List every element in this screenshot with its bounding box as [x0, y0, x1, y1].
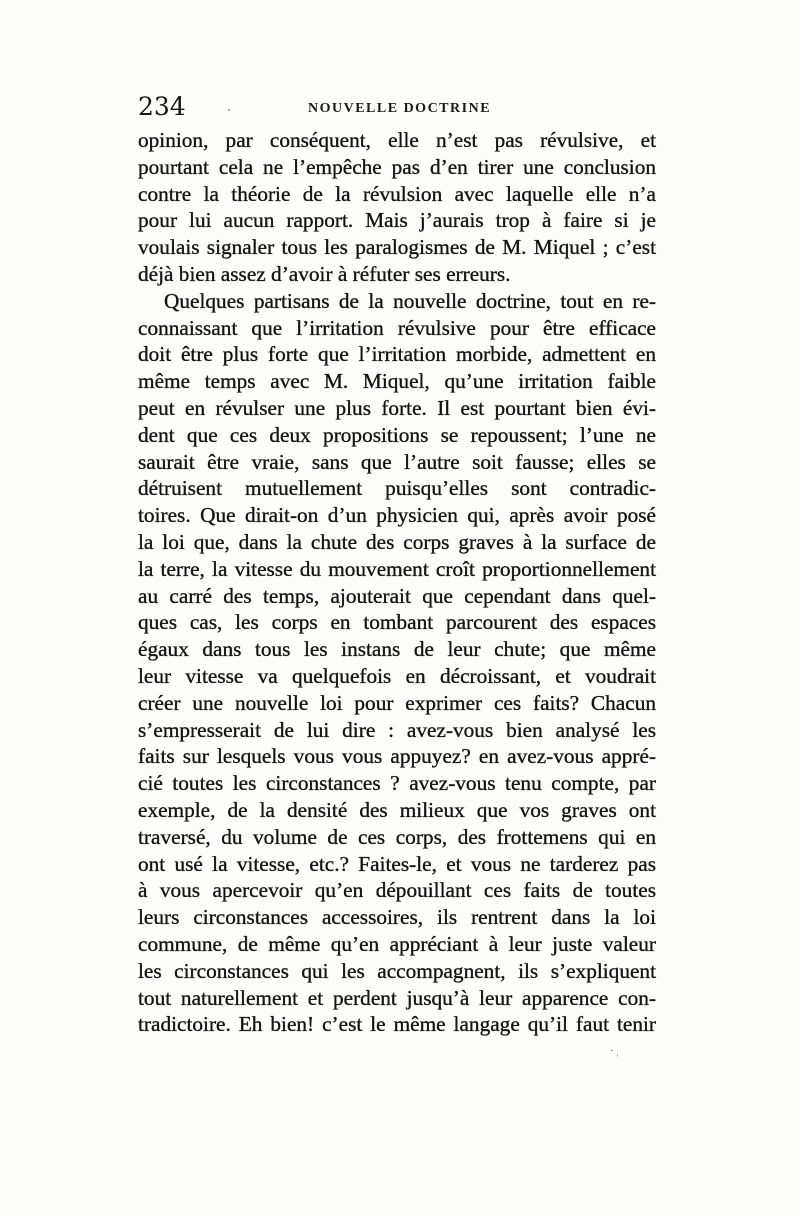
text-line: leurs circonstances accessoires, ils rentrent dans la loi — [138, 905, 656, 930]
text-line: voulais signaler tous les paralogismes de M. Miquel ; c’est — [138, 235, 656, 260]
text-line: au carré des temps, ajouterait que cependant dans quel- — [138, 583, 656, 608]
text-line: ont usé la vitesse, etc.? Faites-le, et vous ne tarderez pas — [138, 851, 656, 876]
text-line: déjà bien assez d’avoir à réfuter ses erreurs. — [138, 261, 511, 286]
text-line: leur vitesse va quelquefois en décroissant, et voudrait — [138, 663, 656, 688]
text-line: saurait être vraie, sans que l’autre soit fausse; elles se — [138, 449, 656, 474]
text-line: doit être plus forte que l’irritation morbide, admettent en — [138, 342, 656, 367]
text-line: égaux dans tous les instans de leur chute; que même — [138, 637, 656, 662]
text-line: commune, de même qu’en appréciant à leur juste valeur — [138, 931, 656, 956]
ink-specks: · ˌ — [610, 1046, 620, 1057]
text-line: contre la théorie de la révulsion avec laquelle elle n’a — [138, 181, 656, 206]
body-text — [138, 127, 656, 1038]
text-line: les circonstances qui les accompagnent, ils s’expliquent — [138, 958, 656, 983]
text-line: s’empresserait de lui dire : avez-vous bien analysé les — [138, 717, 656, 742]
text-line: connaissant que l’irritation révulsive pour être efficace — [138, 315, 656, 340]
page-number: 234 — [138, 92, 186, 121]
text-line: la loi que, dans la chute des corps graves à la surface de — [138, 529, 656, 554]
text-line: créer une nouvelle loi pour exprimer ces faits? Chacun — [138, 690, 656, 715]
text-line: la terre, la vitesse du mouvement croît proportionnellement — [138, 556, 656, 581]
text-line: exemple, de la densité des milieux que vos graves ont — [138, 797, 656, 822]
text-line: détruisent mutuellement puisqu’elles sont contradic- — [138, 476, 656, 501]
text-line: toires. Que dirait-on d’un physicien qui, après avoir posé — [138, 503, 656, 528]
text-line: ques cas, les corps en tombant parcourent des espaces — [138, 610, 656, 635]
ink-speck — [228, 109, 230, 111]
text-line: même temps avec M. Miquel, qu’une irritation faible — [138, 369, 656, 394]
text-line: pour lui aucun rapport. Mais j’aurais trop à faire si je — [138, 208, 656, 233]
text-line: tradictoire. Eh bien! c’est le même langage qu’il faut tenir — [138, 1012, 656, 1037]
text-line: à vous apercevoir qu’en dépouillant ces faits de toutes — [138, 878, 656, 903]
text-line: cié toutes les circonstances ? avez-vous tenu compte, par — [138, 771, 656, 796]
text-line: pourtant cela ne l’empêche pas d’en tirer une conclusion — [138, 154, 656, 179]
text-line: Quelques partisans de la nouvelle doctrine, tout en re- — [164, 288, 656, 313]
text-line: faits sur lesquels vous vous appuyez? en avez-vous appré- — [138, 744, 656, 769]
text-line: traversé, du volume de ces corps, des frottemens qui en — [138, 824, 656, 849]
text-line: tout naturellement et perdent jusqu’à leur apparence con- — [138, 985, 656, 1010]
text-line: peut en révulser une plus forte. Il est pourtant bien évi- — [138, 395, 656, 420]
text-line: dent que ces deux propositions se repoussent; l’une ne — [138, 422, 656, 447]
page-header — [138, 92, 656, 122]
running-head: NOUVELLE DOCTRINE — [308, 101, 492, 116]
text-line: opinion, par conséquent, elle n’est pas révulsive, et — [138, 128, 656, 152]
